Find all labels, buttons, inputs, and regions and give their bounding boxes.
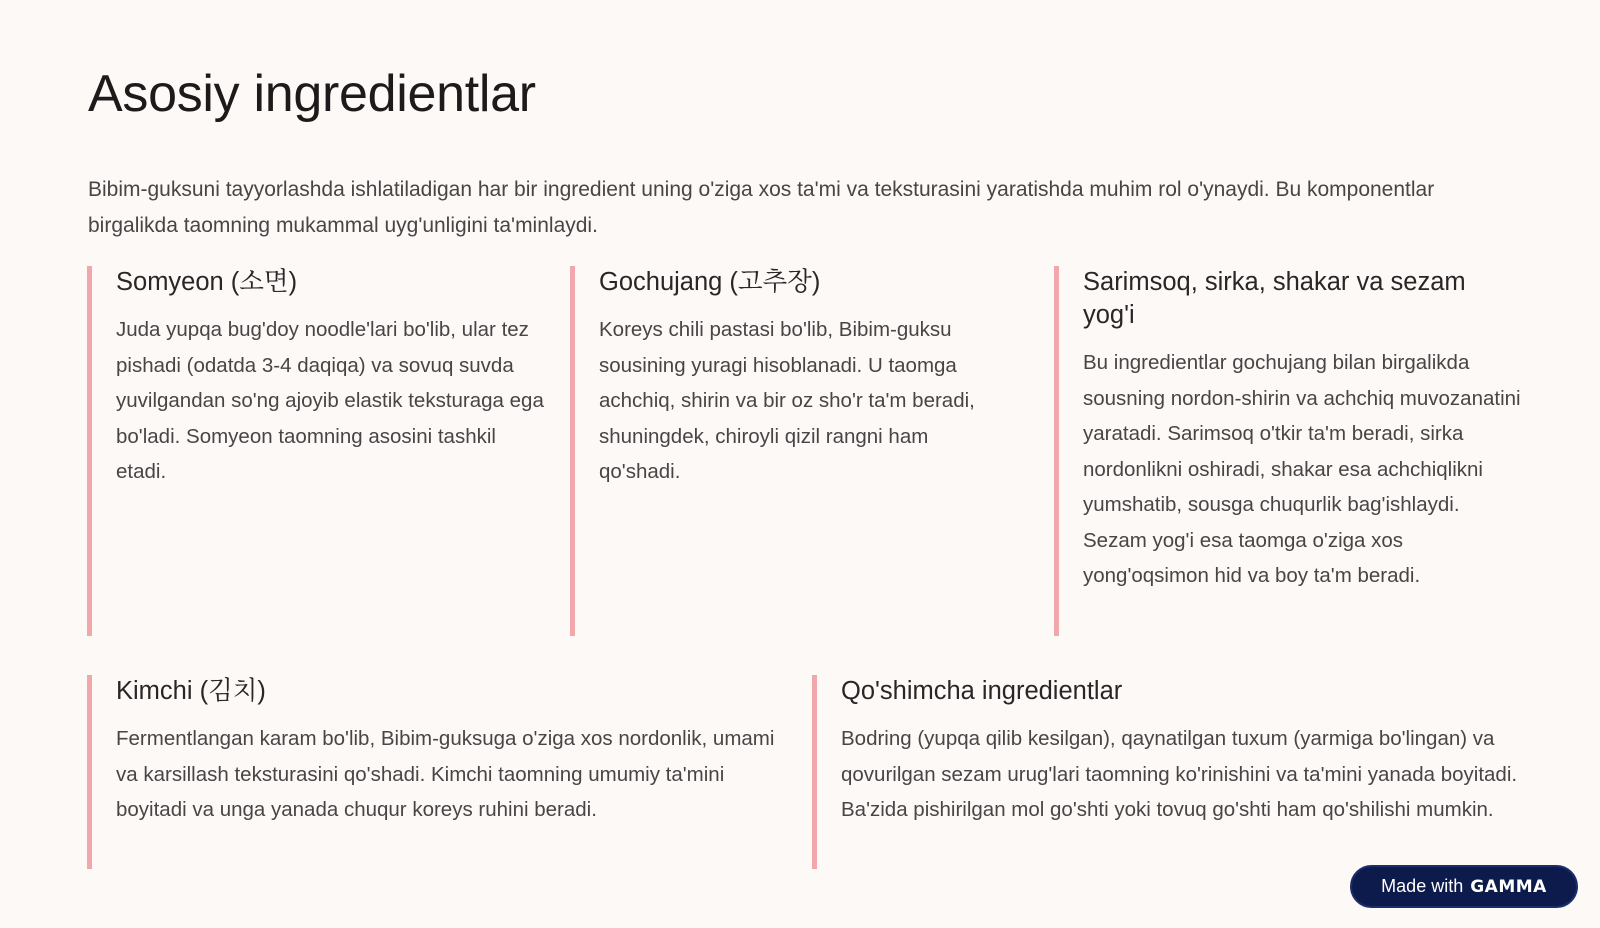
ingredient-card-somyeon (87, 266, 549, 636)
card-body: Bu ingredientlar gochujang bilan birgalikda sousning nordon-shirin va achchiq muvozanatini yaratadi. Sarimsoq o'tkir ta'm beradi, sirka nordonlikni oshiradi, shakar esa achchiqlikni yumshatib, sousga chuqurlik bag'ishlaydi. Sezam yog'i esa taomga o'ziga xos yong'oqsimon hid va boy ta'm beradi. (1083, 351, 1521, 587)
card-body: Koreys chili pastasi bo'lib, Bibim-guksu sousining yuragi hisoblanadi. U taomga achchiq, shirin va bir oz sho'r ta'm beradi, shuningdek, chiroyli qizil rangni ham qo'shadi. (599, 318, 975, 483)
card-heading: Kimchi (김치) (116, 677, 266, 705)
ingredient-card-gochujang (570, 266, 1015, 636)
badge-prefix: Made with (1381, 876, 1464, 896)
gamma-logo: GAMMA (1470, 876, 1547, 897)
page-title: Asosiy ingredientlar (88, 65, 536, 123)
intro-paragraph: Bibim-guksuni tayyorlashda ishlatiladigan har bir ingredient uning o'ziga xos ta'mi va teksturasini yaratishda muhim rol o'ynaydi. Bu komponentlar birgalikda taomning mukammal uyg'unligini ta'minlaydi. (88, 178, 1435, 237)
card-heading: Somyeon (소면) (116, 268, 298, 296)
ingredient-card-kimchi (87, 675, 797, 869)
card-heading: Qo'shimcha ingredientlar (841, 677, 1123, 705)
card-body: Juda yupqa bug'doy noodle'lari bo'lib, ular tez pishadi (odatda 3-4 daqiqa) va sovuq suvda yuvilgandan so'ng ajoyib elastik teksturaga ega bo'ladi. Somyeon taomning asosini tashkil etadi. (116, 318, 544, 483)
made-with-gamma-badge[interactable] (1350, 865, 1578, 908)
ingredient-card-extras (812, 675, 1522, 869)
card-body: Fermentlangan karam bo'lib, Bibim-guksuga o'ziga xos nordonlik, umami va karsillash teksturasini qo'shadi. Kimchi taomning umumiy ta'mini boyitadi va unga yanada chuqur koreys ruhini beradi. (116, 727, 775, 821)
ingredient-card-seasonings (1054, 266, 1524, 636)
card-heading: Gochujang (고추장) (599, 268, 821, 296)
card-heading: Sarimsoq, sirka, shakar va sezam yog'i (1083, 268, 1466, 329)
card-body: Bodring (yupqa qilib kesilgan), qaynatilgan tuxum (yarmiga bo'lingan) va qovurilgan sezam urug'lari taomning ko'rinishini va ta'mini yanada boyitadi. Ba'zida pishirilgan mol go'shti yoki tovuq go'shti ham qo'shilishi mumkin. (841, 727, 1518, 821)
